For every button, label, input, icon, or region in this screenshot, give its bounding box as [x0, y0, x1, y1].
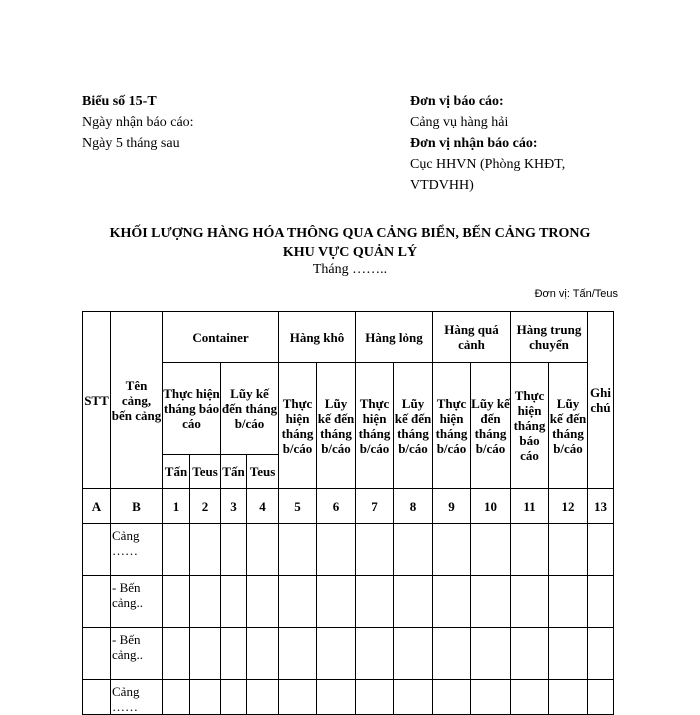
index-cell: 12: [549, 489, 588, 524]
table-row: [83, 524, 614, 576]
table-row: [83, 628, 614, 680]
index-cell: 13: [588, 489, 614, 524]
transit-actual-header: Thực hiện tháng b/cáo: [433, 363, 471, 489]
index-cell: 7: [356, 489, 394, 524]
index-cell: 11: [511, 489, 549, 524]
table-row: [83, 576, 614, 628]
liquid-cargo-header: Hàng lỏng: [356, 312, 433, 363]
unit-note: Đơn vị: Tấn/Teus: [534, 288, 618, 300]
container-actual-tan-header: Tấn: [163, 455, 190, 489]
transit-cargo-header: Hàng quá cảnh: [433, 312, 511, 363]
container-actual-header: Thực hiện tháng báo cáo: [163, 363, 221, 455]
port-name-cell: Cảng ……: [111, 524, 163, 576]
dry-cumulative-header: Lũy kế đến tháng b/cáo: [317, 363, 356, 489]
index-cell: A: [83, 489, 111, 524]
reporting-unit-value: Cảng vụ hàng hải: [410, 115, 509, 130]
form-number: Biểu số 15-T: [82, 94, 157, 109]
dry-actual-header: Thực hiện tháng b/cáo: [279, 363, 317, 489]
index-cell: 4: [247, 489, 279, 524]
column-index-row: [83, 489, 614, 524]
port-name-header: Tên cảng, bến cảng: [111, 312, 163, 489]
reporting-unit-label: Đơn vị báo cáo:: [410, 94, 504, 109]
header-left: [82, 91, 194, 154]
transit-cumulative-header: Lũy kế đến tháng b/cáo: [471, 363, 511, 489]
report-title-line-2: KHU VỰC QUẢN LÝ: [282, 245, 418, 260]
index-cell: 3: [221, 489, 247, 524]
index-cell: 10: [471, 489, 511, 524]
table-row: [83, 680, 614, 715]
note-header: Ghi chú: [588, 312, 614, 489]
index-cell: B: [111, 489, 163, 524]
index-cell: 9: [433, 489, 471, 524]
transshipment-cargo-header: Hàng trung chuyển: [511, 312, 588, 363]
index-cell: 1: [163, 489, 190, 524]
header-right: [410, 91, 630, 196]
container-header: Container: [163, 312, 279, 363]
container-cumulative-header: Lũy kế đến tháng b/cáo: [221, 363, 279, 455]
transship-actual-header: Thực hiện tháng báo cáo: [511, 363, 549, 489]
report-month: Tháng ……..: [312, 262, 388, 277]
receiving-unit-label: Đơn vị nhận báo cáo:: [410, 136, 538, 151]
container-cumulative-teus-header: Teus: [247, 455, 279, 489]
header-row-1: [83, 312, 614, 363]
index-cell: 6: [317, 489, 356, 524]
receive-date-label: Ngày nhận báo cáo:: [82, 115, 194, 130]
cargo-volume-table: [82, 311, 614, 715]
container-cumulative-tan-header: Tấn: [221, 455, 247, 489]
receive-date-value: Ngày 5 tháng sau: [82, 136, 180, 151]
liquid-cumulative-header: Lũy kế đến tháng b/cáo: [394, 363, 433, 489]
transship-cumulative-header: Lũy kế đến tháng b/cáo: [549, 363, 588, 489]
container-actual-teus-header: Teus: [190, 455, 221, 489]
report-title-line-1: KHỐI LƯỢNG HÀNG HÓA THÔNG QUA CẢNG BIỂN, BẾN CẢNG TRONG: [109, 226, 591, 241]
report-title: [60, 224, 640, 262]
port-name-cell: - Bến cảng..: [111, 628, 163, 680]
receiving-unit-value: Cục HHVN (Phòng KHĐT, VTDVHH): [410, 157, 566, 193]
header-row-2: [83, 363, 614, 455]
index-cell: 2: [190, 489, 221, 524]
port-name-cell: Cảng ……: [111, 680, 163, 715]
dry-cargo-header: Hàng khô: [279, 312, 356, 363]
stt-header: STT: [83, 312, 111, 489]
index-cell: 8: [394, 489, 433, 524]
index-cell: 5: [279, 489, 317, 524]
liquid-actual-header: Thực hiện tháng b/cáo: [356, 363, 394, 489]
port-name-cell: - Bến cảng..: [111, 576, 163, 628]
